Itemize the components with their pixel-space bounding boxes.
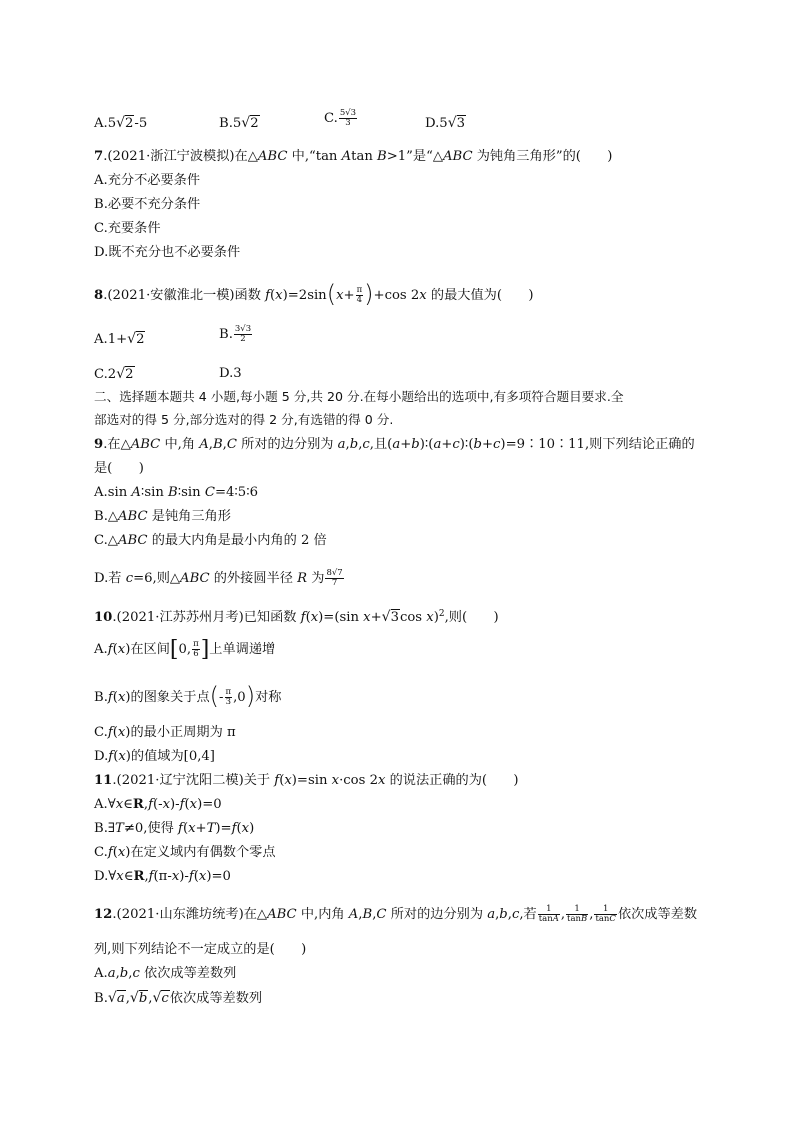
q10-stem: 10.(2021·江苏苏州月考)已知函数 f(x)=(sin x+√3cos x)$^2$,则( ) — [94, 609, 499, 625]
section2-line2: 部选对的得 5 分,部分选对的得 2 分,有选错的得 0 分. — [94, 412, 394, 427]
q7-option-c: C.充要条件 — [94, 221, 161, 236]
q12-stem-line1: 12.(2021·山东潍坊统考)在△ABC 中,内角 A,B,C 所对的边分别为 a,b,c,若 $\frac{1}{\tan A}$ , $\frac{1}{\tan B}$ , $\frac{1}{\tan C}$ 依次成等差数 — [94, 904, 698, 924]
q12-option-a: A.a,b,c 依次成等差数列 — [94, 966, 237, 981]
q10-option-d: D.f(x)的值域为[0,4] — [94, 749, 215, 764]
q9-option-d: D.若 c=6,则△ABC 的外接圆半径 R 为 $\frac{8√7}{7}$ — [94, 568, 343, 588]
q6-option-d: D.5√3 — [425, 115, 465, 131]
q9-stem-line1: 9.在△ABC 中,角 A,B,C 所对的边分别为 a,b,c,且(a+b)∶(a+c)∶(b+c)=9∶10∶11,则下列结论正确的 — [94, 437, 695, 452]
q8-option-d: D.3 — [219, 366, 242, 381]
q7-stem: 7.(2021·浙江宁波模拟)在△ABC 中,“tan Atan B>1”是“△ABC 为钝角三角形”的( ) — [94, 149, 613, 164]
q9-stem-line2: 是( ) — [94, 461, 144, 476]
q8-option-b: B. $\frac{3√3}{2}$ — [219, 324, 252, 344]
q9-option-a: A.sin A∶sin B∶sin C=4∶5∶6 — [94, 485, 259, 500]
section2-line1: 二、选择题本题共 4 小题,每小题 5 分,共 20 分.在每小题给出的选项中,有多项符合题目要求.全 — [94, 389, 624, 404]
q6-option-a: A.5√2-5 — [94, 115, 148, 131]
q7-option-b: B.必要不充分条件 — [94, 197, 201, 212]
q12-stem-line2: 列,则下列结论不一定成立的是( ) — [94, 942, 307, 957]
q8-option-a: A.1+√2 — [94, 331, 145, 347]
q10-option-b: B.f(x)的图象关于点(- $\frac{\pi}{3}$ ,0)对称 — [94, 682, 282, 710]
q8-option-c: C.2√2 — [94, 366, 134, 382]
q9-option-c: C.△ABC 的最大内角是最小内角的 2 倍 — [94, 533, 327, 548]
q11-option-c: C.f(x)在定义域内有偶数个零点 — [94, 845, 276, 860]
q11-option-b: B.∃T≠0,使得 f(x+T)=f(x) — [94, 821, 255, 836]
q6-option-c: C. $\frac{5√3}{3}$ — [324, 108, 357, 128]
q12-option-b: B.√a,√b,√c依次成等差数列 — [94, 990, 263, 1006]
q11-stem: 11.(2021·辽宁沈阳二模)关于 f(x)=sin x·cos 2x 的说法正确的为( ) — [94, 773, 519, 788]
q7-option-d: D.既不充分也不必要条件 — [94, 245, 241, 260]
q7-option-a: A.充分不必要条件 — [94, 173, 201, 188]
q9-option-b: B.△ABC 是钝角三角形 — [94, 509, 231, 524]
q11-option-a: A.∀x∈R,f(-x)-f(x)=0 — [94, 797, 222, 812]
q10-option-a: A.f(x)在区间[0, $\frac{\pi}{6}$ ]上单调递增 — [94, 637, 276, 662]
q11-option-d: D.∀x∈R,f(π-x)-f(x)=0 — [94, 869, 231, 884]
q6-option-b: B.5√2 — [219, 115, 259, 131]
q10-option-c: C.f(x)的最小正周期为 π — [94, 725, 236, 740]
q8-stem: 8.(2021·安徽淮北一模)函数 f(x)=2sin(x+ $\frac{\pi}{4}$ )+cos 2x 的最大值为( ) — [94, 280, 534, 308]
